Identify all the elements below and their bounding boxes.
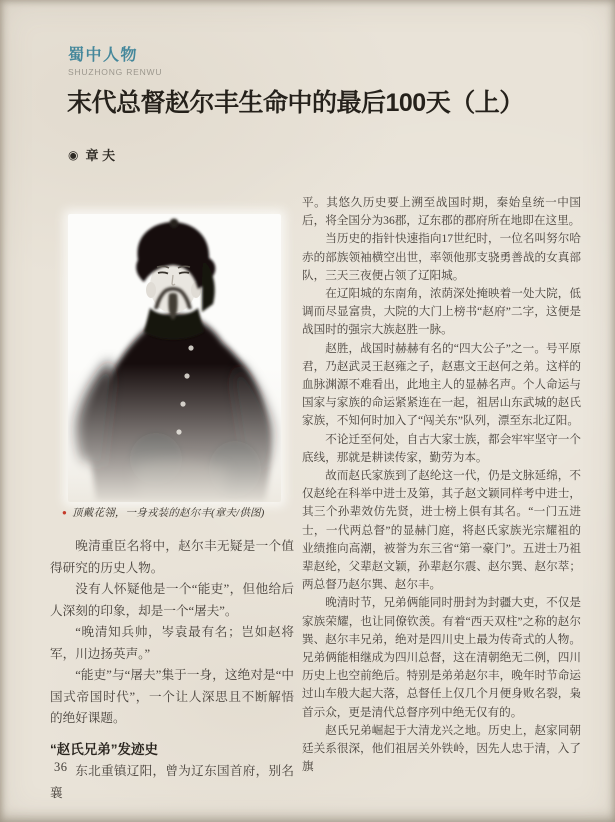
- author-line: [68, 145, 115, 164]
- page-number: 36: [54, 760, 68, 774]
- paragraph: “晚清知兵帅，岑袁最有名；岂如赵将军，川边扬英声。”: [50, 625, 294, 661]
- paragraph: 赵氏兄弟崛起于大清龙兴之地。历史上，赵家同朝廷关系很深，他们祖居关外铁岭，因先人忠于清，入了旗: [302, 723, 581, 774]
- author-bullet-icon: ◉: [68, 147, 79, 162]
- portrait-photo: [68, 214, 281, 502]
- photo-caption-text: 顶戴花翎，一身戎装的赵尔丰(章夫/供图): [72, 508, 265, 519]
- paragraph: 平。其悠久历史要上溯至战国时期，秦始皇统一中国后，将全国分为36郡，辽东郡的郡府所在地即在这里。: [302, 196, 581, 228]
- left-column-paragraphs: [50, 536, 294, 730]
- series-title-en: SHUZHONG RENWU: [68, 67, 163, 77]
- portrait-figure: [68, 214, 281, 502]
- article-title: 末代总督赵尔丰生命中的最后100天（上）: [67, 89, 524, 117]
- paragraph: 晚清重臣名将中，赵尔丰无疑是一个值得研究的历史人物。: [50, 539, 294, 575]
- paragraph: “能吏”与“屠夫”集于一身，这绝对是“中国式帝国时代”，一个让人深思且不断解悟的绝好课题。: [50, 668, 294, 725]
- photo-caption: [62, 505, 294, 520]
- series-title-cn: 蜀中人物: [68, 47, 139, 64]
- paragraph: 在辽阳城的东南角，浓荫深处掩映着一处大院，低调而尽显富贵，大院的大门上榜书“赵府”二字，这便是战国时的强宗大族赵胜一脉。: [302, 287, 581, 337]
- left-column-section-paragraphs: [50, 761, 294, 804]
- right-column: [302, 194, 581, 777]
- section-label: [68, 42, 162, 77]
- left-column: [50, 536, 294, 804]
- paragraph: 晚清时节，兄弟俩能同时册封为封疆大吏，不仅是家族荣耀，也让同僚钦羡。有着“西天双柱”之称的赵尔巽、赵尔丰兄弟，绝对是四川史上最为传奇式的人物。兄弟俩能相继成为四川总督，这在清朝绝无二例，四川历史上也空前绝后。特别是弟弟赵尔丰，晚年时节命运过山车般大起大落，总督任上仅几个月便身败名裂，枭首示众，更是清代总督序列中绝无仅有的。: [302, 596, 581, 719]
- section-heading: “赵氏兄弟”发迹史: [50, 741, 158, 757]
- paragraph: 没有人怀疑他是一个“能吏”，但他给后人深刻的印象，却是一个“屠夫”。: [50, 582, 294, 618]
- paragraph: 赵胜，战国时赫赫有名的“四大公子”之一。号平原君，乃赵武灵王赵雍之子，赵惠文王赵何之弟。这样的血脉渊源不难看出，此地主人的显赫名声。个人命运与国家与家族的命运紧紧连在一起，祖居山东武城的赵氏家族，不知何时加入了“闯关东”队列，漂至东北辽阳。: [302, 341, 581, 428]
- paragraph: 故而赵氏家族到了赵纶这一代，仍是文脉延绵，不仅赵纶在科举中进士及第，其子赵文颖同样考中进士，其三个孙辈效仿先贤，进士榜上俱有其名。“一门五进士，一代两总督”的显赫门庭，将赵氏家族光宗耀祖的业绩推向高潮，被誉为东三省“第一豪门”。五进士乃祖辈赵纶，父辈赵文颖，孙辈赵尔震、赵尔巽、赵尔萃；两总督乃赵尔巽、赵尔丰。: [302, 469, 581, 592]
- paragraph: 当历史的指针快速指向17世纪时，一位名叫努尔哈赤的部族领袖横空出世，率领他那支骁勇善战的女真部队，三天三夜便占领了辽阳城。: [302, 232, 581, 282]
- paragraph: 东北重镇辽阳，曾为辽东国首府，别名襄: [50, 764, 294, 800]
- caption-bullet-icon: ●: [62, 508, 68, 517]
- author-name: 章 夫: [85, 148, 116, 163]
- paragraph: 不论迁至何处，自古大家士族，都会牢牢坚守一个底线，那就是耕读传家，勤劳为本。: [302, 432, 581, 464]
